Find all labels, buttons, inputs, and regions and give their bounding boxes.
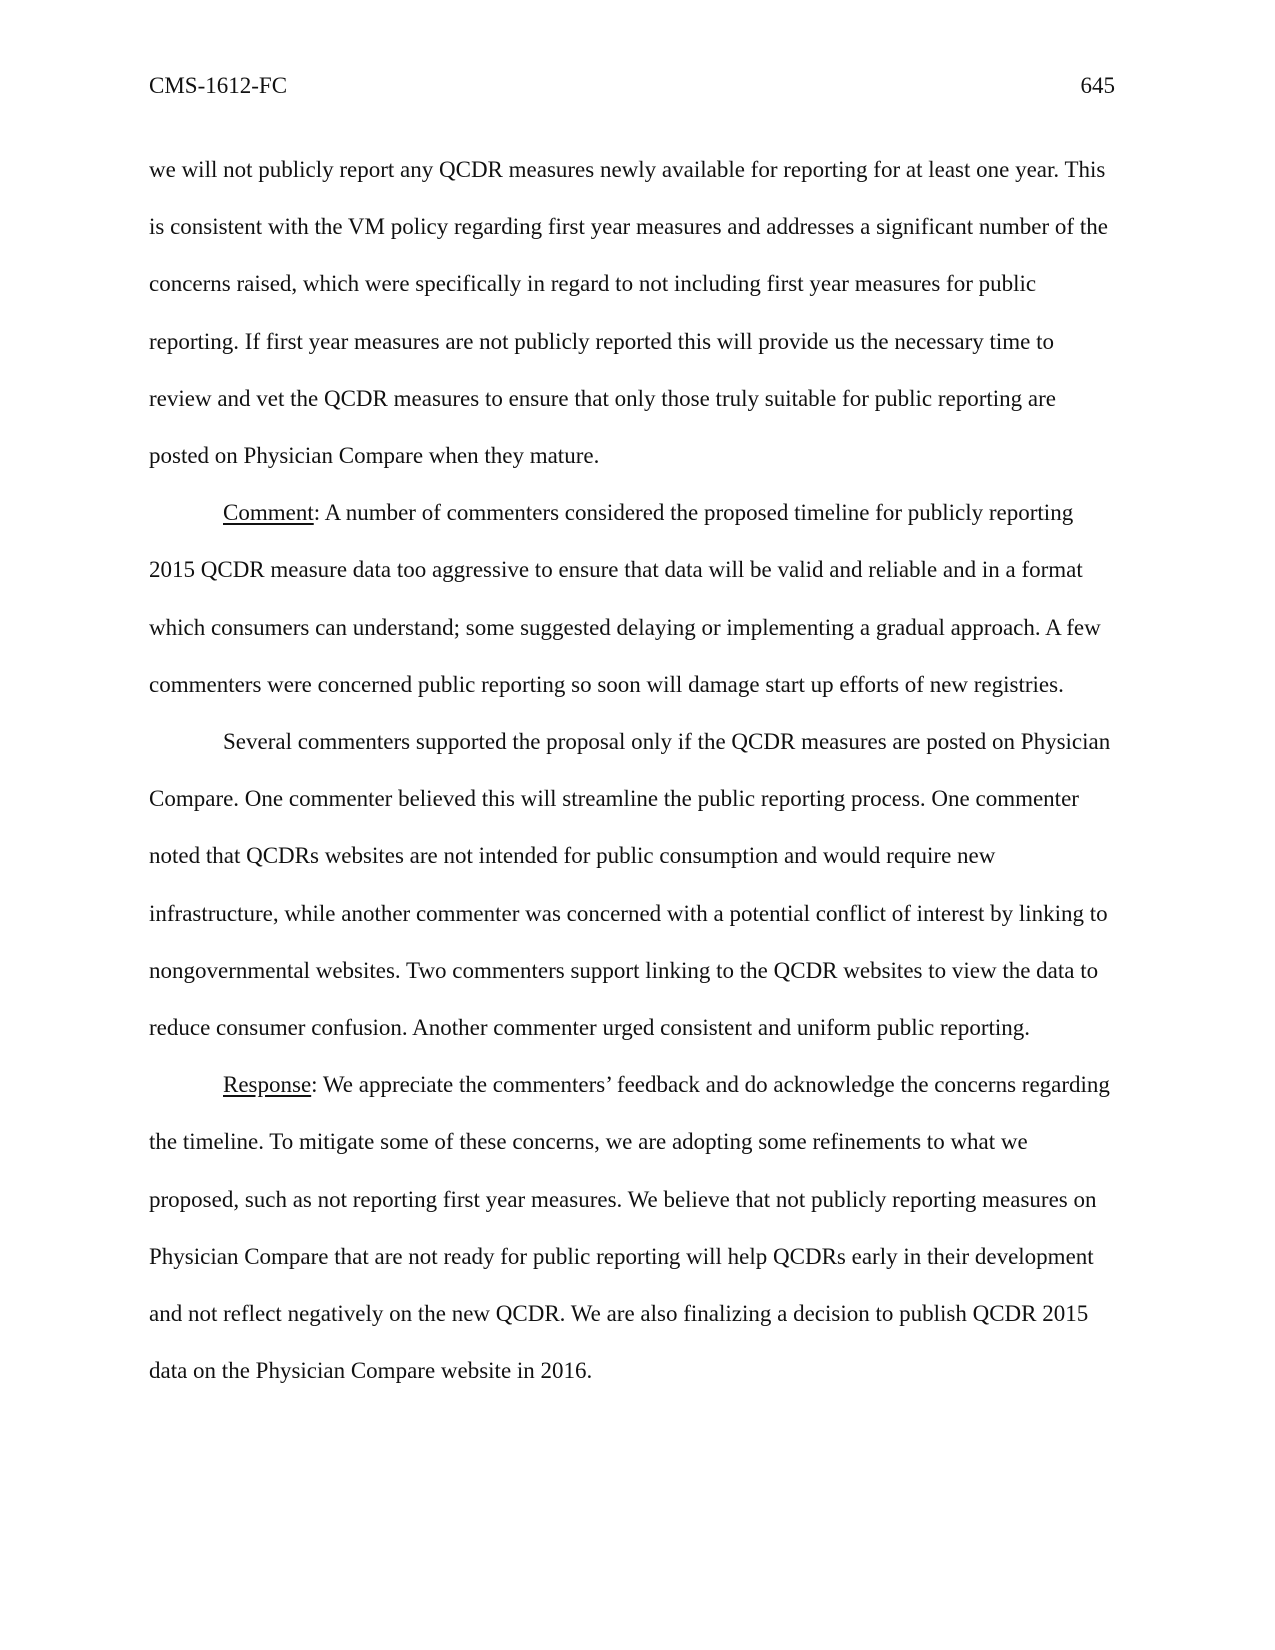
comment-label: Comment — [223, 500, 314, 526]
paragraph-comment — [149, 484, 1115, 713]
paragraph-text: A number of commenters considered the proposed timeline for publicly reporting 2015 QCDR measure data too aggressive to ensure that data will be valid and reliable and in a format which consumers can understand; some suggested delaying or implementing a gradual approach. A few commenters were concerned public reporting so soon will damage start up efforts of new registries. — [149, 500, 1101, 697]
paragraph-comment-continued — [149, 713, 1115, 1056]
label-separator: : — [313, 500, 325, 526]
paragraph-text: Several commenters supported the proposal only if the QCDR measures are posted on Physician Compare. One commenter believed this will streamline the public reporting process. One commenter noted that QCDRs websites are not intended for public consumption and would require new infrastructure, while another commenter was concerned with a potential conflict of interest by linking to nongovernmental websites. Two commenters support linking to the QCDR websites to view the data to reduce consumer confusion. Another commenter urged consistent and uniform public reporting. — [149, 729, 1111, 1041]
page-header — [149, 70, 1115, 102]
paragraph-text: we will not publicly report any QCDR measures newly available for reporting for at least one year. This is consistent with the VM policy regarding first year measures and addresses a significant number of the concerns raised, which were specifically in regard to not including first year measures for public reporting. If first year measures are not publicly reported this will provide us the necessary time to review and vet the QCDR measures to ensure that only those truly suitable for public reporting are posted on Physician Compare when they mature. — [149, 157, 1108, 469]
response-label: Response — [223, 1072, 312, 1098]
document-id: CMS-1612-FC — [149, 73, 288, 98]
label-separator: : — [311, 1072, 323, 1098]
paragraph-text: We appreciate the commenters’ feedback and do acknowledge the concerns regarding the timeline. To mitigate some of these concerns, we are adopting some refinements to what we proposed, such as not reporting first year measures. We believe that not publicly reporting measures on Physician Compare that are not ready for public reporting will help QCDRs early in their development and not reflect negatively on the new QCDR. We are also finalizing a decision to publish QCDR 2015 data on the Physician Compare website in 2016. — [149, 1072, 1110, 1384]
paragraph-continuation — [149, 141, 1115, 484]
page-number: 645 — [1080, 73, 1115, 98]
paragraph-response — [149, 1056, 1115, 1399]
document-body — [149, 141, 1115, 1399]
